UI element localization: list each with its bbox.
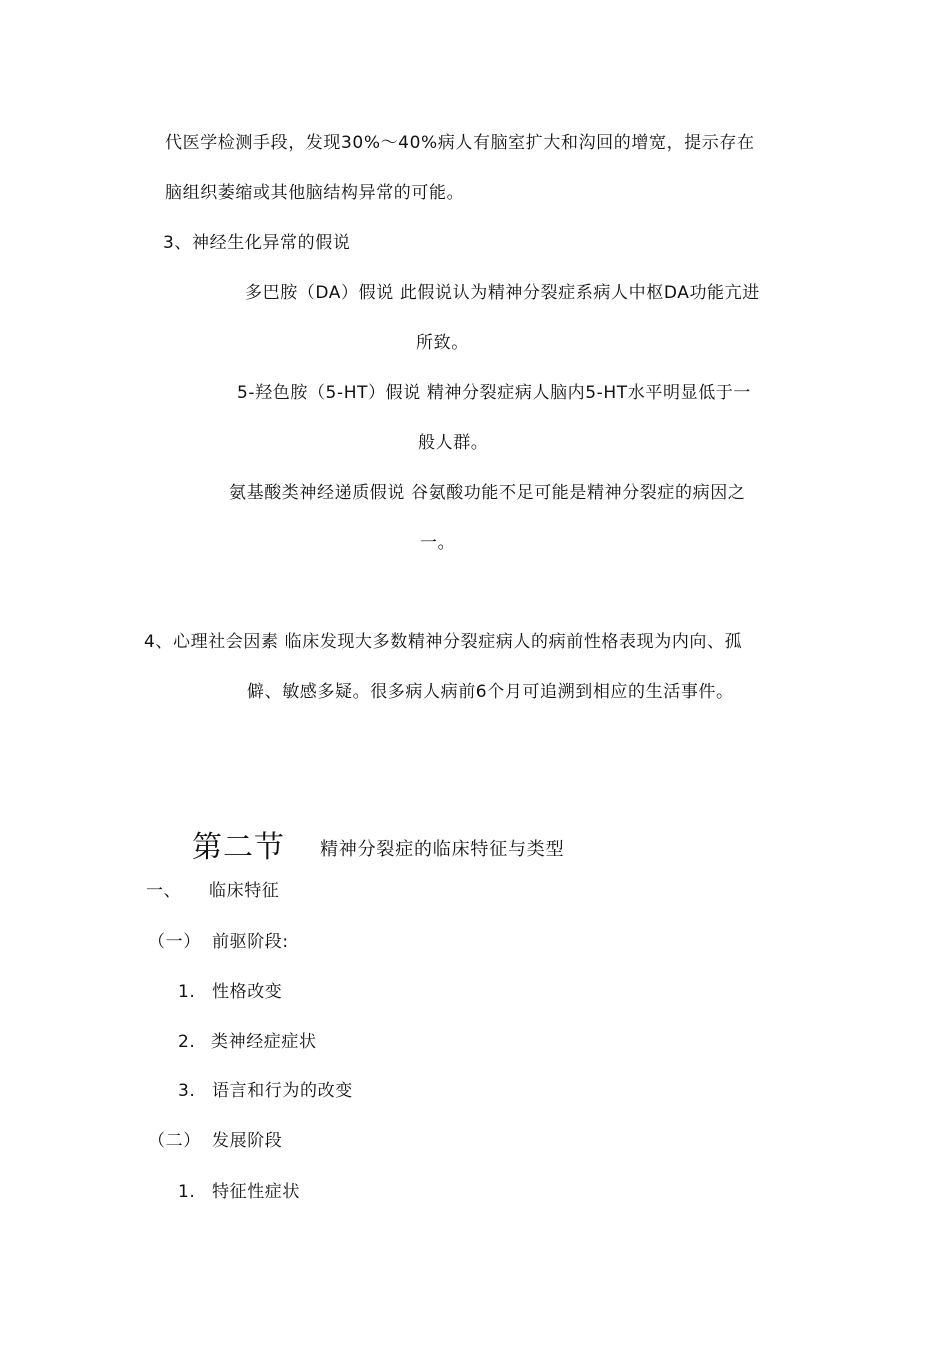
list-item-number: 1. xyxy=(178,1182,196,1202)
hypothesis-da-line: 所致。 xyxy=(416,333,469,353)
hypothesis-aa-line: 一。 xyxy=(420,533,456,553)
hypothesis-5ht-line: 般人群。 xyxy=(418,433,489,453)
list-item: 语言和行为的改变 xyxy=(212,1081,353,1101)
outline-s2-number: （二） xyxy=(148,1131,201,1151)
outline-s1-number: （一） xyxy=(148,932,201,952)
list-item-number: 3. xyxy=(178,1081,196,1101)
paragraph-line: 脑组织萎缩或其他脑结构异常的可能。 xyxy=(165,183,465,203)
outline-s2-text: 发展阶段 xyxy=(212,1131,283,1151)
list-item: 类神经症症状 xyxy=(211,1032,317,1052)
section-number: 第二节 xyxy=(192,830,285,865)
hypothesis-aa-line: 氨基酸类神经递质假说 谷氨酸功能不足可能是精神分裂症的病因之 xyxy=(229,483,746,503)
paragraph-line: 代医学检测手段，发现30%～40%病人有脑室扩大和沟回的增宽，提示存在 xyxy=(165,133,755,153)
hypothesis-5ht-line: 5-羟色胺（5-HT）假说 精神分裂症病人脑内5-HT水平明显低于一 xyxy=(237,383,751,403)
outline-h1-text: 临床特征 xyxy=(209,881,280,901)
outline-h1-number: 一、 xyxy=(146,881,182,901)
section-title: 精神分裂症的临床特征与类型 xyxy=(320,839,565,860)
list-item-number: 1. xyxy=(178,982,196,1002)
item-heading: 3、神经生化异常的假说 xyxy=(163,233,351,253)
item-heading: 4、心理社会因素 临床发现大多数精神分裂症病人的病前性格表现为内向、孤 xyxy=(144,632,743,652)
list-item: 性格改变 xyxy=(212,982,283,1002)
list-item: 特征性症状 xyxy=(212,1182,300,1202)
list-item-number: 2. xyxy=(178,1032,196,1052)
hypothesis-da-line: 多巴胺（DA）假说 此假说认为精神分裂症系病人中枢DA功能亢进 xyxy=(245,283,760,303)
paragraph-line: 僻、敏感多疑。很多病人病前6个月可追溯到相应的生活事件。 xyxy=(247,682,734,702)
outline-s1-text: 前驱阶段: xyxy=(212,932,289,952)
